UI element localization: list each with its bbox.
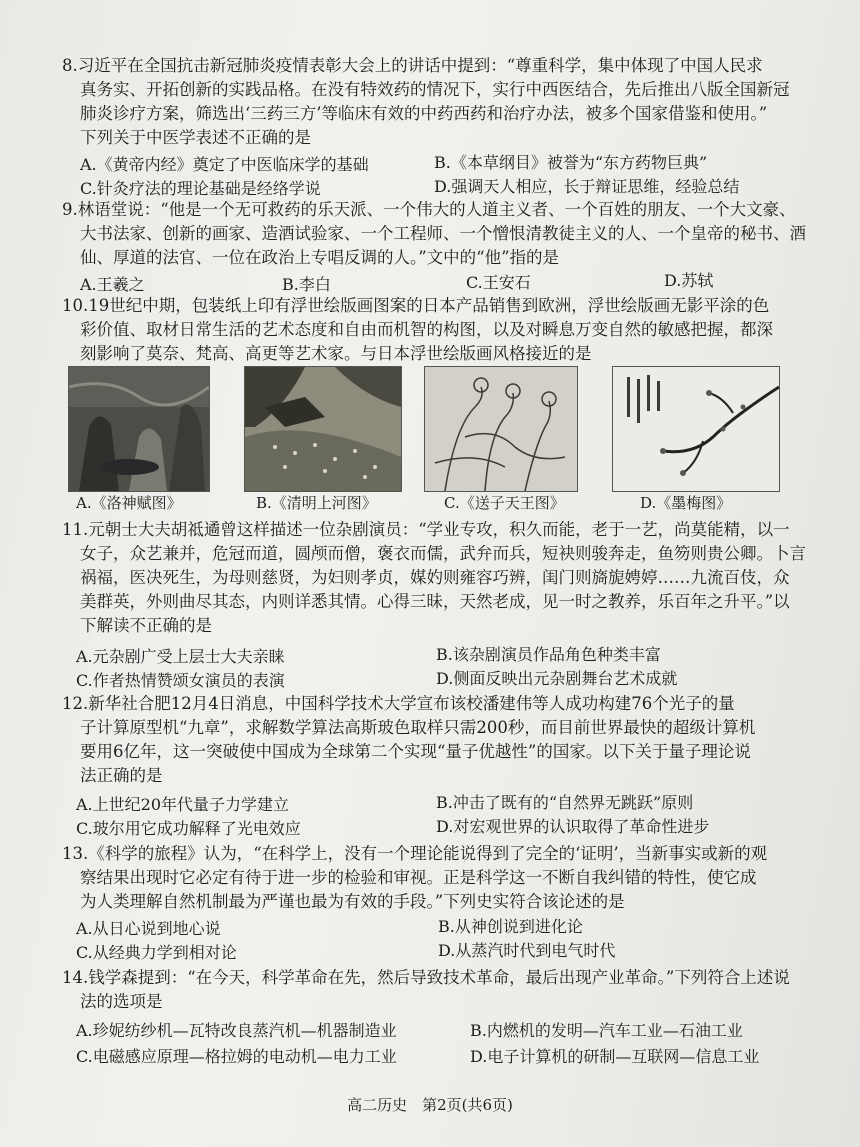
question-8-line: 真务实、开拓创新的实践品格。在没有特效药的情况下，实行中西医结合，先后推出八版全国新冠: [80, 80, 790, 99]
question-9: [62, 198, 822, 270]
question-8-line: 8.习近平在全国抗击新冠肺炎疫情表彰大会上的讲话中提到：“尊重科学，集中体现了中国人民求: [62, 56, 763, 75]
question-9-line: 仙、厚道的法官、一位在政治上专唱反调的人。”文中的“他”指的是: [80, 248, 560, 267]
q11-option-b: B.该杂剧演员作品角色种类丰富: [436, 645, 661, 664]
q11-option-c: C.作者热情赞颂女演员的表演: [76, 671, 285, 690]
question-11-line: 祸福，医决死生，为母则慈贤，为妇则孝贞，媒妁则雍容巧辨，闺门则旖旎娉婷……九流百伎，众: [80, 568, 790, 587]
question-8: [62, 54, 822, 150]
q12-option-a: A.上世纪20年代量子力学建立: [76, 795, 290, 814]
luoshen-painting-image: [68, 366, 210, 492]
q13-option-d: D.从蒸汽时代到电气时代: [438, 941, 616, 960]
songzi-tianwang-painting-image: [424, 366, 578, 492]
q10-caption-d: D.《墨梅图》: [640, 494, 732, 512]
question-10-line: 刻影响了莫奈、梵高、高更等艺术家。与日本浮世绘版画风格接近的是: [80, 344, 592, 363]
q14-option-d: D.电子计算机的研制—互联网—信息工业: [470, 1047, 760, 1066]
question-13-line: 为人类理解自然机制最为严谨也最为有效的手段。”下列史实符合该论述的是: [80, 892, 625, 911]
mo-mei-painting-image: [612, 366, 780, 492]
q10-caption-b: B.《清明上河图》: [256, 494, 377, 512]
question-11-line: 下解读不正确的是: [80, 616, 212, 635]
question-14: [62, 966, 822, 1014]
q13-option-c: C.从经典力学到相对论: [76, 943, 237, 962]
q12-option-b: B.冲击了既有的“自然界无跳跃”原则: [436, 793, 694, 812]
qingming-painting-image: [244, 366, 402, 492]
q11-option-d: D.侧面反映出元杂剧舞台艺术成就: [436, 669, 678, 688]
q9-option-b: B.李白: [282, 275, 331, 294]
q8-option-c: C.针灸疗法的理论基础是经络学说: [80, 179, 321, 198]
q8-option-b: B.《本草纲目》被誉为“东方药物巨典”: [434, 153, 708, 172]
q8-option-a: A.《黄帝内经》奠定了中医临床学的基础: [80, 155, 369, 174]
question-11-line: 11.元朝士大夫胡祗遹曾这样描述一位杂剧演员：“学业专攻，积久而能，老于一艺，尚莫能精，以一: [62, 520, 790, 539]
q12-option-c: C.玻尔用它成功解释了光电效应: [76, 819, 301, 838]
question-9-line: 9.林语堂说：“他是一个无可救药的乐天派、一个伟大的人道主义者、一个百姓的朋友、一个大文豪、: [62, 200, 796, 219]
question-10-line: 彩价值、取材日常生活的艺术态度和自由而机智的构图，以及对瞬息万变自然的敏感把握，都深: [80, 320, 773, 339]
question-11: [62, 518, 822, 638]
q9-option-d: D.苏轼: [664, 271, 714, 290]
q11-option-a: A.元杂剧广受上层士大夫亲睐: [76, 647, 285, 666]
q14-option-c: C.电磁感应原理—格拉姆的电动机—电力工业: [76, 1047, 397, 1066]
q14-option-a: A.珍妮纺纱机—瓦特改良蒸汽机—机器制造业: [76, 1021, 397, 1040]
q8-option-d: D.强调天人相应，长于辩证思维，经验总结: [434, 177, 740, 196]
page-footer: 高二历史 第2页(共6页): [347, 1096, 513, 1114]
q9-option-a: A.王羲之: [80, 275, 145, 294]
question-8-line: 下列关于中医学表述不正确的是: [80, 128, 311, 147]
question-11-line: 美群英，外则曲尽其态，内则详悉其情。心得三昧，天然老成，见一时之教养，乐百年之升平。”以: [80, 592, 790, 611]
q12-option-d: D.对宏观世界的认识取得了革命性进步: [436, 817, 710, 836]
question-14-line: 法的选项是: [80, 992, 163, 1011]
question-12-line: 子计算原型机“九章”，求解数学算法高斯玻色取样只需200秒，而目前世界最快的超级计算机: [80, 718, 756, 737]
question-13-line: 13.《科学的旅程》认为，“在科学上，没有一个理论能说得到了完全的‘证明’，当新事实或新的观: [62, 844, 768, 863]
question-9-line: 大书法家、创新的画家、造酒试验家、一个工程师、一个憎恨清教徒主义的人、一个皇帝的秘书、酒: [80, 224, 806, 243]
q10-caption-a: A.《洛神赋图》: [76, 494, 182, 512]
question-11-line: 女子，众艺兼并，危冠而道，圆颅而僧，褒衣而儒，武弁而兵，短袂则骏奔走，鱼笏则贵公卿。卜言: [80, 544, 806, 563]
question-10-line: 10.19世纪中期，包装纸上印有浮世绘版画图案的日本产品销售到欧洲，浮世绘版画无影平涂的色: [62, 296, 770, 315]
q10-caption-c: C.《送子天王图》: [444, 494, 565, 512]
question-13-line: 察结果出现时它必定有待于进一步的检验和审视。正是科学这一不断自我纠错的特性，使它成: [80, 868, 757, 887]
question-12-line: 12.新华社合肥12月4日消息，中国科学技术大学宣布该校潘建伟等人成功构建76个光子的量: [62, 694, 735, 713]
question-12-line: 要用6亿年，这一突破使中国成为全球第二个实现“量子优越性”的国家。以下关于量子理论说: [80, 742, 751, 761]
question-12-line: 法正确的是: [80, 766, 163, 785]
q14-option-b: B.内燃机的发明—汽车工业—石油工业: [470, 1021, 743, 1040]
question-10: [62, 294, 822, 366]
question-12: [62, 692, 822, 788]
question-8-line: 肺炎诊疗方案，筛选出‘三药三方’等临床有效的中药西药和治疗办法，被多个国家借鉴和使用。”: [80, 104, 768, 123]
q13-option-a: A.从日心说到地心说: [76, 919, 221, 938]
question-13: [62, 842, 822, 914]
q9-option-c: C.王安石: [466, 273, 531, 292]
question-14-line: 14.钱学森提到：“在今天，科学革命在先，然后导致技术革命，最后出现产业革命。”下列符合上述说: [62, 968, 790, 987]
q13-option-b: B.从神创说到进化论: [438, 917, 583, 936]
